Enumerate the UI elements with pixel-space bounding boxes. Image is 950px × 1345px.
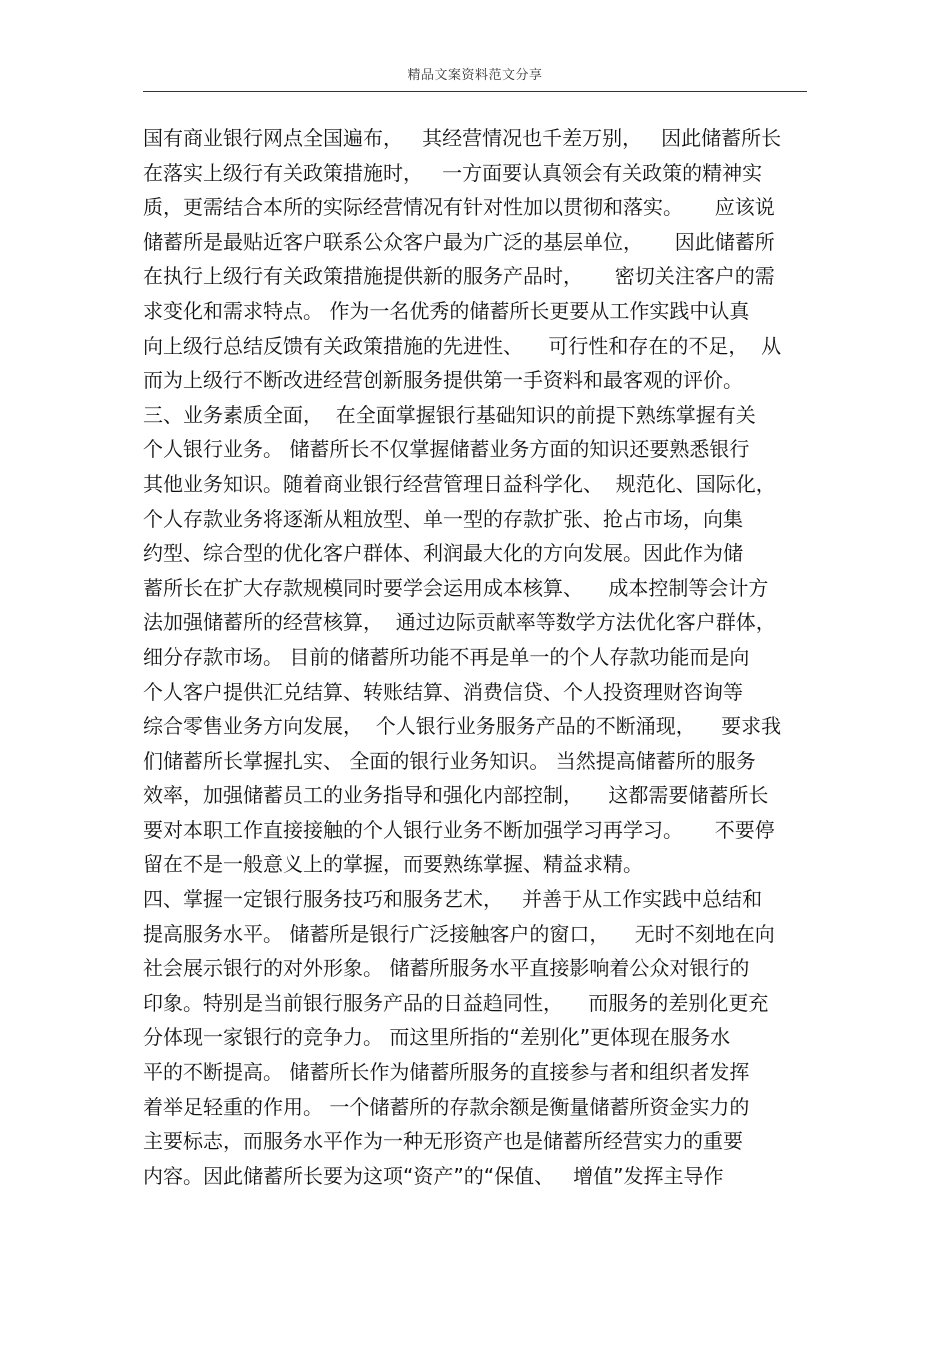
text-line: 国有商业银行网点全国遍布， 其经营情况也千差万别， 因此储蓄所长 <box>143 126 782 150</box>
text-line: 主要标志，而服务水平作为一种无形资产也是储蓄所经营实力的重要 <box>143 1129 743 1154</box>
text-line: 们储蓄所长掌握扎实、 全面的银行业务知识。 当然提高储蓄所的服务 <box>143 748 756 773</box>
text-line: 蓄所长在扩大存款规模同时要学会运用成本核算、 成本控制等会计方 <box>143 575 769 600</box>
header-title: 精品文案资料范文分享 <box>407 68 543 83</box>
text-line: 向上级行总结反馈有关政策措施的先进性、 可行性和存在的不足， 从 <box>143 333 782 358</box>
text-line: 个人存款业务将逐渐从粗放型、单一型的存款扩张、抢占市场，向集 <box>143 506 743 531</box>
text-line: 而为上级行不断改进经营创新服务提供第一手资料和最客观的评价。 <box>143 368 743 393</box>
text-line: 综合零售业务方向发展， 个人银行业务服务产品的不断涌现， 要求我 <box>143 714 782 739</box>
text-line: 效率，加强储蓄员工的业务指导和强化内部控制， 这都需要储蓄所长 <box>143 783 769 808</box>
text-line: 其他业务知识。随着商业银行经营管理日益科学化、 规范化、国际化， <box>143 471 776 496</box>
text-line: 约型、综合型的优化客户群体、利润最大化的方向发展。因此作为储 <box>143 541 743 566</box>
page-header <box>143 62 807 92</box>
text-line: 内容。因此储蓄所长要为这项“资产”的“保值、 增值”发挥主导作 <box>143 1163 724 1188</box>
text-line: 印象。特别是当前银行服务产品的日益趋同性， 而服务的差别化更充 <box>143 990 769 1015</box>
text-line: 要对本职工作直接接触的个人银行业务不断加强学习再学习。 不要停 <box>143 817 775 842</box>
text-line: 提高服务水平。 储蓄所是银行广泛接触客户的窗口， 无时不刻地在向 <box>143 921 775 946</box>
text-line: 社会展示银行的对外形象。 储蓄所服务水平直接影响着公众对银行的 <box>143 956 750 981</box>
text-line: 质，更需结合本所的实际经营情况有针对性加以贯彻和落实。 应该说 <box>143 195 775 220</box>
text-line: 着举足轻重的作用。 一个储蓄所的存款余额是衡量储蓄所资金实力的 <box>143 1094 750 1119</box>
text-line: 法加强储蓄所的经营核算， 通过边际贡献率等数学方法优化客户群体， <box>143 610 776 635</box>
text-line: 求变化和需求特点。 作为一名优秀的储蓄所长更要从工作实践中认真 <box>143 298 750 323</box>
text-line: 储蓄所是最贴近客户联系公众客户最为广泛的基层单位， 因此储蓄所 <box>143 229 775 254</box>
text-line: 在执行上级行有关政策措施提供新的服务产品时， 密切关注客户的需 <box>143 264 775 289</box>
text-line: 个人银行业务。 储蓄所长不仅掌握储蓄业务方面的知识还要熟悉银行 <box>143 437 750 462</box>
text-line: 四、掌握一定银行服务技巧和服务艺术， 并善于从工作实践中总结和 <box>143 887 763 912</box>
text-line: 在落实上级行有关政策措施时， 一方面要认真领会有关政策的精神实 <box>143 160 763 185</box>
text-line: 三、业务素质全面， 在全面掌握银行基础知识的前提下熟练掌握有关 <box>143 402 756 427</box>
document-body <box>143 121 833 1193</box>
text-line: 细分存款市场。 目前的储蓄所功能不再是单一的个人存款功能而是向 <box>143 644 750 669</box>
text-line: 个人客户提供汇兑结算、转账结算、消费信贷、个人投资理财咨询等 <box>143 679 743 704</box>
text-line: 平的不断提高。 储蓄所长作为储蓄所服务的直接参与者和组织者发挥 <box>143 1060 750 1085</box>
text-line: 分体现一家银行的竞争力。 而这里所指的“差别化”更体现在服务水 <box>143 1025 731 1050</box>
text-line: 留在不是一般意义上的掌握，而要熟练掌握、精益求精。 <box>143 852 643 877</box>
